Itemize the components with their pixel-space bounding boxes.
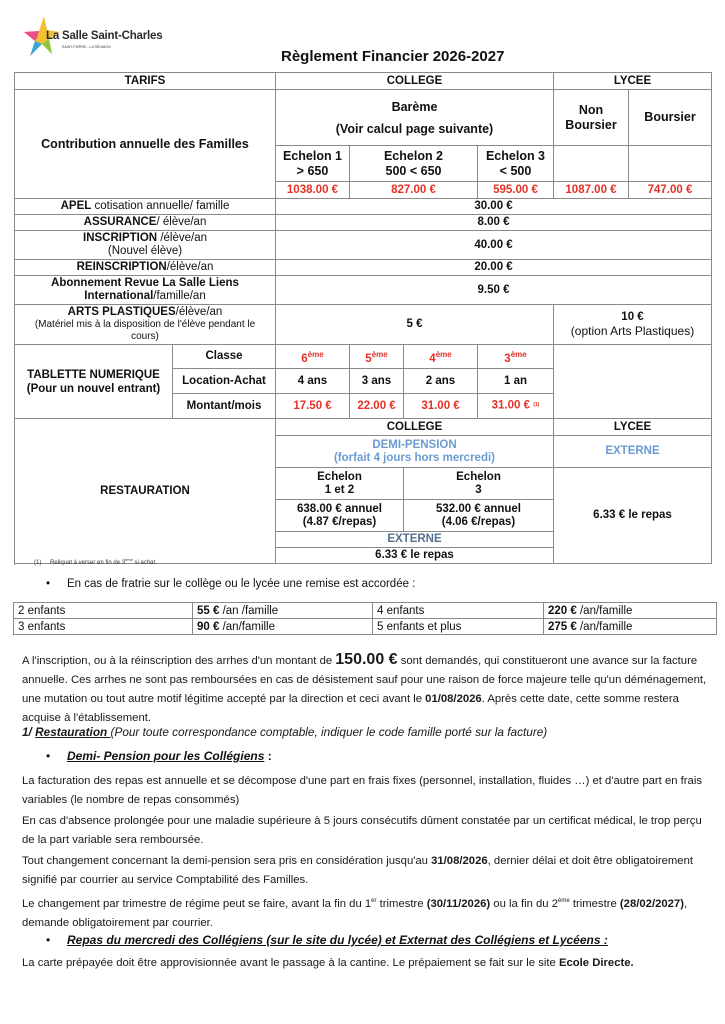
p4-date: (28/02/2027) [619,898,684,910]
echelon-name: Echelon [317,470,362,483]
arrhes-amount: 150.00 € [335,651,398,668]
demi-pension-title: Demi- Pension pour les Collégiens [67,749,265,763]
table-header-row [15,73,712,90]
restauration-label: RESTAURATION [15,419,276,564]
fratrie-amount [544,619,717,635]
fee-row-apel [15,199,712,215]
demi-pension-heading-text [67,749,272,763]
classe-sup: ème [371,349,388,359]
resto-price-3 [404,500,554,532]
classe-3 [478,345,554,369]
restauration-lycee: LYCEE [554,419,712,436]
row-label-classe: Classe [173,345,276,369]
fratrie-unit: /an/famille [576,604,633,617]
classe-4 [404,345,478,369]
fee-label-rest: / élève/an [156,216,207,228]
fratrie-amount [544,603,717,619]
classe-6 [276,345,350,369]
demi-pension-cell [276,436,554,468]
header-college: COLLEGE [276,73,554,90]
tarifs-table [14,72,712,564]
empty-cell [554,146,629,182]
lycee-non-boursier-price: 1087.00 € [554,182,629,199]
fratrie-unit: /an/famille [576,620,633,633]
echelon-range: > 650 [296,163,329,178]
bareme-label: Barème [391,99,438,114]
classe-5 [350,345,404,369]
echelon-name: Echelon [456,470,501,483]
bullet-icon: • [46,578,51,590]
classe-num: 6 [301,352,308,365]
school-logo [22,14,163,58]
non-boursier-header: Non Boursier [554,90,629,146]
page-title: Règlement Financier 2026-2027 [281,48,505,65]
duration-3: 1 an [478,369,554,394]
section-restauration-heading [22,723,712,742]
table-row [14,603,717,619]
ecole-directe: Ecole Directe. [558,957,634,969]
arrhes-deadline: 01/08/2026 [425,693,482,705]
tablette-title: TABLETTE NUMERIQUE [27,368,160,381]
fee-label [15,231,276,260]
arts-lycee-cell [554,305,712,345]
fratrie-amount-value: 220 € [548,604,577,617]
classe-sup: ème [435,349,452,359]
fratrie-table [13,602,717,635]
fratrie-intro-text: En cas de fratrie sur le collège ou le lycée une remise est accordée : [67,578,416,590]
college-externe: EXTERNE [276,532,554,548]
resto-echelon-1-2 [276,468,404,500]
arrhes-text: sont demandés, qui constitueront une avance sur la facture annuelle. Ces arrhes ne sont pas remboursées en cas de désistement sauf pour une raison de force majeure telle qu'un déménagement, une mutation ou tout autre motif légitime accepté par la direction et ceci avant le [22,655,707,705]
arts-note: (Matériel mis à la disposition de l'élève pendant le cours) [34,319,256,342]
mercredi-text: La carte prépayée doit être approvisionnée avant le passage à la cantine. Le prépaiement se fait sur le site [22,957,559,969]
mercredi-heading-text: Repas du mercredi des Collégiens (sur le site du lycée) et Externat des Collégiens et Lycéens : [67,933,608,947]
duration-6: 4 ans [276,369,350,394]
fee-value: 9.50 € [276,276,712,305]
fratrie-amount [193,603,373,619]
p4-sup: er [371,898,377,904]
annual-price: 638.00 € annuel [296,502,383,515]
section-note: (Pour toute correspondance comptable, indiquer le code famille porté sur la facture) [110,725,548,739]
fee-row-assurance [15,215,712,231]
fee-value: 40.00 € [276,231,712,260]
fee-label-rest: /famille/an [153,290,206,302]
classe-num: 4 [429,352,436,365]
fratrie-label: 4 enfants [373,603,544,619]
fratrie-amount-value: 55 € [197,604,220,617]
arts-label-rest: /élève/an [175,306,223,318]
fee-label [15,199,276,215]
fratrie-amount [193,619,373,635]
echelon-1-price: 1038.00 € [276,182,350,199]
tablette-footnote [34,557,157,566]
fee-row-inscription [15,231,712,260]
amount-4: 31.00 € [404,394,478,419]
echelon-2 [350,146,478,182]
fratrie-unit: /an /famille [219,604,279,617]
demi-pension-p1: La facturation des repas est annuelle et se décompose d'une part en frais fixes (personnel, installation, fluides …) et d'autre part en frais variables (le nombre de repas consommés) [22,775,703,806]
bareme-cell [276,90,554,146]
section-number: 1/ [22,725,36,739]
p3-text: , dernier délai et doit être obligatoirement signifié par courrier au service Comptabilité des Familles. [22,855,693,886]
echelon-range: 500 < 650 [385,163,442,178]
p4-text: , demande obligatoirement par courrier. [22,898,688,929]
p4-text: trimestre [569,898,620,910]
fee-label [15,260,276,276]
fee-row-reinscription [15,260,712,276]
fee-label [15,276,276,305]
fee-value: 20.00 € [276,260,712,276]
p3-date: 31/08/2026 [431,855,488,867]
arts-college-value: 5 € [276,305,554,345]
p3-text: Tout changement concernant la demi-pension sera pris en considération jusqu'au [22,855,432,867]
echelon-2-price: 827.00 € [350,182,478,199]
p4-sup: ème [558,898,570,904]
lycee-repas-price: 6.33 € le repas [554,468,712,564]
fratrie-label: 3 enfants [14,619,193,635]
per-meal-price: (4.06 €/repas) [441,515,516,528]
bareme-note: (Voir calcul page suivante) [335,121,494,136]
arrhes-text: . Après cette date, cette somme restera acquise à l'établissement. [22,693,679,724]
classe-sup: ème [510,349,527,359]
amount-5: 22.00 € [350,394,404,419]
fee-label-bold: ASSURANCE [83,216,157,228]
resto-price-1-2 [276,500,404,532]
fee-label-rest: cotisation annuelle/ famille [91,200,230,212]
echelon-3 [478,146,554,182]
college-externe-price: 6.33 € le repas [276,548,554,564]
fratrie-amount-value: 275 € [548,620,577,633]
fee-label-note: (Nouvel élève) [107,245,183,257]
fratrie-amount-value: 90 € [197,620,220,633]
p4-date: (30/11/2026) [426,898,491,910]
demi-pension-note: (forfait 4 jours hors mercredi) [333,451,496,464]
bullet-icon: • [46,749,51,763]
arrhes-paragraph [22,650,712,728]
bullet-icon: • [46,933,51,947]
echelon-range: 3 [475,483,482,496]
fratrie-label: 5 enfants et plus [373,619,544,635]
demi-pension-p2: En cas d'absence prolongée pour une maladie supérieure à 5 jours consécutifs dûment constatée par un certificat médical, le trop perçu de la part variable sera remboursée. [22,815,702,846]
duration-5: 3 ans [350,369,404,394]
header-lycee: LYCEE [554,73,712,90]
restauration-college: COLLEGE [276,419,554,436]
mercredi-p1 [22,954,712,973]
fee-row-revue [15,276,712,305]
fratrie-label: 2 enfants [14,603,193,619]
duration-4: 2 ans [404,369,478,394]
demi-pension-p3 [22,852,712,890]
arts-lycee-note: (option Arts Plastiques) [570,323,695,338]
classe-sup: ème [307,349,324,359]
classe-num: 3 [504,352,511,365]
heading-suffix: : [264,749,272,763]
contribution-label: Contribution annuelle des Familles [15,90,276,199]
footnote-text: Reliquat à verser en fin de 3 [50,560,126,566]
table-row [14,619,717,635]
fee-label-rest: /élève/an [157,232,207,244]
per-meal-price: (4.87 €/repas) [302,515,377,528]
p4-text: trimestre [376,898,427,910]
restauration-header-row [15,419,712,436]
row-label-location: Location-Achat [173,369,276,394]
classe-num: 5 [365,352,372,365]
amount-3 [478,394,554,419]
arts-lycee-value: 10 € [621,310,644,323]
echelon-name: Echelon 2 [383,148,444,163]
amount-value: 31.00 € [491,399,531,412]
demi-pension-label: DEMI-PENSION [372,438,457,451]
fee-label-bold: APEL [60,200,92,212]
tablette-note: (Pour un nouvel entrant) [26,382,161,395]
header-tarifs: TARIFS [15,73,276,90]
empty-cell [554,345,712,419]
arrhes-text: A l'inscription, ou à la réinscription des arrhes d'un montant de [22,655,336,667]
fee-label [15,215,276,231]
arts-label-bold: ARTS PLASTIQUES [67,306,176,318]
resto-echelon-3 [404,468,554,500]
demi-pension-p4 [22,892,712,933]
fee-label-bold: REINSCRIPTION [76,261,167,273]
p4-text: ou la fin du 2 [490,898,559,910]
echelon-name: Echelon 3 [485,148,546,163]
echelon-1 [276,146,350,182]
row-label-montant: Montant/mois [173,394,276,419]
amount-6: 17.50 € [276,394,350,419]
contribution-row [15,90,712,146]
annual-price: 532.00 € annuel [435,502,522,515]
tablette-label [15,345,173,419]
fee-value: 30.00 € [276,199,712,215]
section-title: Restauration [35,725,111,739]
footnote-text-end: si achat. [132,560,157,566]
boursier-header: Boursier [629,90,712,146]
empty-cell [629,146,712,182]
logo-subtitle: SAINT-PIERRE - LA RÉUNION [62,45,111,49]
echelon-range: < 500 [499,163,532,178]
logo-name: La Salle Saint-Charles [46,30,163,42]
footnote-number: (1) [34,560,42,566]
fee-label-bold: INSCRIPTION [83,232,158,244]
lycee-externe: EXTERNE [554,436,712,468]
echelon-3-price: 595.00 € [478,182,554,199]
fratrie-unit: /an/famille [219,620,275,633]
fee-value: 8.00 € [276,215,712,231]
arts-plastiques-row [15,305,712,345]
tablette-classe-row [15,345,712,369]
fee-label-bold: Abonnement Revue La Salle Liens International [51,277,239,302]
lycee-boursier-price: 747.00 € [629,182,712,199]
echelon-range: 1 et 2 [324,483,355,496]
echelon-name: Echelon 1 [282,148,343,163]
arts-label [15,305,276,345]
fee-label-rest: /élève/an [166,261,214,273]
footnote-ref: (1) [533,402,540,409]
footnote-sup: ème [125,557,133,562]
p4-text: Le changement par trimestre de régime peut se faire, avant la fin du 1 [22,898,372,910]
